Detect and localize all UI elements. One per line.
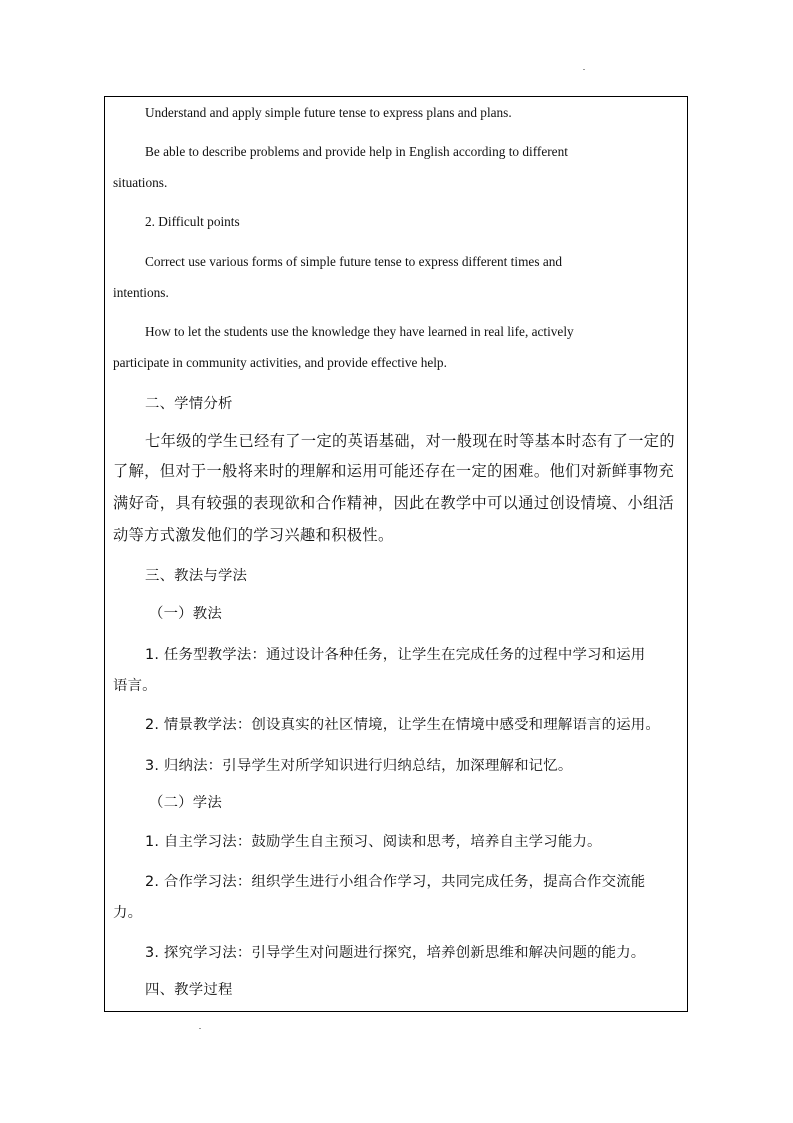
teaching-method-2: 2. 情景教学法：创设真实的社区情境，让学生在情境中感受和理解语言的运用。	[145, 717, 660, 733]
teaching-method-1-cont: 语言。	[113, 678, 157, 694]
difficult-points-heading: 2. Difficult points	[145, 214, 240, 229]
subheading-learning-methods: （二）学法	[149, 795, 222, 811]
objective-line-2-cont: situations.	[113, 175, 168, 190]
objective-line-2: Be able to describe problems and provide help in English according to different	[145, 144, 568, 159]
objective-line-1: Understand and apply simple future tense to express plans and plans.	[145, 105, 512, 120]
analysis-line-2: 了解，但对于一般将来时的理解和运用可能还存在一定的困难。他们对新鲜事物充	[113, 462, 675, 480]
learning-method-2-cont: 力。	[113, 905, 143, 921]
learning-method-1: 1. 自主学习法：鼓励学生自主预习、阅读和思考，培养自主学习能力。	[145, 834, 602, 850]
section-heading-teaching-process: 四、教学过程	[145, 982, 233, 998]
teaching-method-1: 1. 任务型教学法：通过设计各种任务，让学生在完成任务的过程中学习和运用	[145, 647, 646, 663]
difficult-line-2: How to let the students use the knowledge they have learned in real life, actively	[145, 324, 574, 339]
scan-dot	[199, 1028, 201, 1029]
section-heading-methods: 三、教法与学法	[145, 568, 248, 584]
difficult-line-1-cont: intentions.	[113, 285, 169, 300]
analysis-line-1: 七年级的学生已经有了一定的英语基础，对一般现在时等基本时态有了一定的	[145, 432, 675, 450]
teaching-method-3: 3. 归纳法：引导学生对所学知识进行归纳总结，加深理解和记忆。	[145, 758, 573, 774]
analysis-line-4: 动等方式激发他们的学习兴趣和积极性。	[113, 526, 394, 544]
subheading-teaching-methods: （一）教法	[149, 606, 222, 622]
learning-method-2: 2. 合作学习法：组织学生进行小组合作学习，共同完成任务，提高合作交流能	[145, 874, 646, 890]
difficult-line-2-cont: participate in community activities, and provide effective help.	[113, 355, 447, 370]
difficult-line-1: Correct use various forms of simple future tense to express different times and	[145, 254, 563, 269]
learning-method-3: 3. 探究学习法：引导学生对问题进行探究，培养创新思维和解决问题的能力。	[145, 945, 646, 961]
analysis-line-3: 满好奇，具有较强的表现欲和合作精神，因此在教学中可以通过创设情境、小组活	[113, 494, 675, 512]
section-heading-student-analysis: 二、学情分析	[145, 396, 233, 412]
scan-dot	[583, 69, 585, 70]
